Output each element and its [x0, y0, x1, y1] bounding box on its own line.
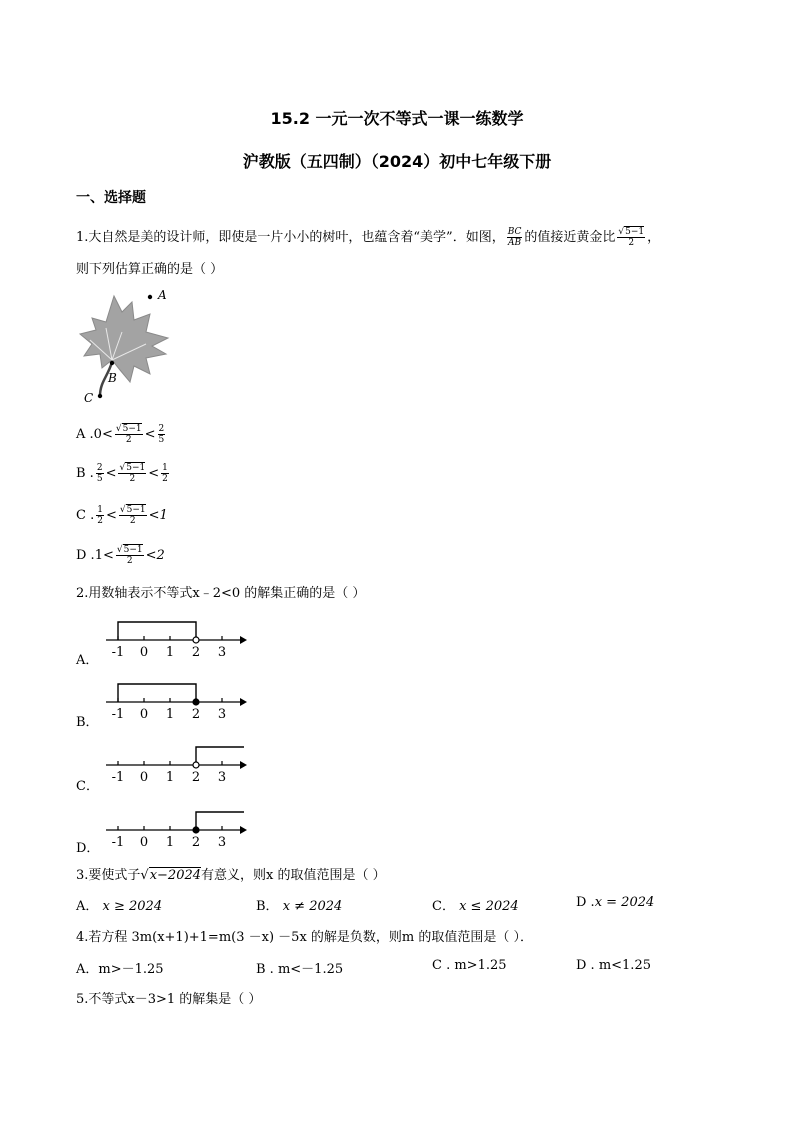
- question-1-line-1: [76, 226, 660, 248]
- q4-option-c[interactable]: C . m>1.25: [432, 958, 507, 973]
- q1-option-a[interactable]: A .0< $\frac{√5-1}{2}$ < $\frac{2}{5}$: [76, 424, 165, 445]
- q2-option-b-label[interactable]: B．: [76, 715, 99, 730]
- leaf-figure: [76, 284, 176, 408]
- open-endpoint: [193, 762, 199, 768]
- tick-label: 2: [191, 770, 201, 785]
- tick-label: 3: [217, 835, 227, 850]
- tick-label: 3: [217, 707, 227, 722]
- open-endpoint: [193, 637, 199, 643]
- q3-option-a[interactable]: A． x ≥ 2024: [76, 899, 163, 914]
- point-c-label: C: [84, 391, 94, 405]
- q3-option-b[interactable]: B． x ≠ 2024: [256, 899, 343, 914]
- solution-bracket: [118, 622, 196, 640]
- q1-text-c: ，: [647, 230, 661, 245]
- q2-option-d-label[interactable]: D．: [76, 841, 100, 856]
- tick-label: 0: [139, 707, 149, 722]
- question-3: 3.要使式子√x−2024有意义，则x 的取值范围是（ ）: [76, 868, 386, 883]
- tick-label: 0: [139, 645, 149, 660]
- q2-option-c-label[interactable]: C．: [76, 779, 99, 794]
- question-4: 4.若方程 3m(x+1)+1=m(3 －x) －5x 的解是负数，则m 的取值范围是（ ）．: [76, 930, 533, 945]
- q1-option-d[interactable]: D .1< $\frac{√5-1}{2}$ <2: [76, 545, 165, 566]
- tick-label: 0: [139, 770, 149, 785]
- page-title: 15.2 一元一次不等式一课一练数学: [270, 109, 524, 128]
- question-2: 2.用数轴表示不等式x﹣2<0 的解集正确的是（ ）: [76, 586, 366, 601]
- solution-bracket: [196, 812, 244, 830]
- q4-option-b[interactable]: B . m<－1.25: [256, 962, 344, 977]
- q1-option-b[interactable]: B . $\frac{2}{5}$ < $\frac{√5-1}{2}$ < $\frac{1}{2}$: [76, 463, 168, 484]
- tick-label: -1: [111, 770, 125, 785]
- tick-label: 0: [139, 835, 149, 850]
- tick-label: 1: [165, 835, 175, 850]
- question-1-line-2: 则下列估算正确的是（ ）: [76, 262, 224, 277]
- q1-text-a: 1.大自然是美的设计师，即使是一片小小的树叶，也蕴含着“美学”．如图，: [76, 230, 505, 245]
- q1-option-c[interactable]: C . $\frac{1}{2}$ < $\frac{√5-1}{2}$ <1: [76, 505, 168, 526]
- solution-bracket: [118, 684, 196, 702]
- page-subtitle: 沪教版（五四制）（2024）初中七年级下册: [242, 152, 552, 171]
- point-a-label: A: [158, 288, 167, 302]
- tick-label: -1: [111, 645, 125, 660]
- tick-label: 3: [217, 770, 227, 785]
- q3-option-d[interactable]: D .x = 2024: [576, 895, 655, 910]
- tick-label: 1: [165, 770, 175, 785]
- q2-option-d-number-line[interactable]: [104, 808, 249, 852]
- tick-label: 2: [191, 707, 201, 722]
- q2-option-a-number-line[interactable]: [104, 618, 249, 662]
- q1-text-b: 的值接近黄金比: [524, 230, 616, 245]
- tick-label: 1: [165, 645, 175, 660]
- q3-radicand: x−2024: [149, 868, 202, 883]
- q2-option-c-number-line[interactable]: [104, 743, 249, 787]
- closed-endpoint: [193, 827, 199, 833]
- solution-bracket: [196, 747, 244, 765]
- q1-golden-ratio: $\frac{√5-1}{2}$: [618, 227, 645, 248]
- q4-option-a[interactable]: A．m>－1.25: [76, 962, 164, 977]
- q1-fraction-bc-ab: $\frac{BC}{AB}$: [507, 227, 522, 248]
- q3-option-c[interactable]: C． x ≤ 2024: [432, 899, 519, 914]
- question-5: 5.不等式x－3>1 的解集是（ ）: [76, 992, 262, 1007]
- q4-option-d[interactable]: D . m<1.25: [576, 958, 651, 973]
- section-heading: 一、选择题: [76, 190, 146, 206]
- q2-option-b-number-line[interactable]: [104, 680, 249, 724]
- tick-label: 2: [191, 835, 201, 850]
- tick-label: -1: [111, 835, 125, 850]
- tick-label: 2: [191, 645, 201, 660]
- tick-label: 1: [165, 707, 175, 722]
- tick-label: -1: [111, 707, 125, 722]
- q2-option-a-label[interactable]: A．: [76, 653, 99, 668]
- closed-endpoint: [193, 699, 199, 705]
- tick-label: 3: [217, 645, 227, 660]
- point-b-label: B: [108, 371, 117, 385]
